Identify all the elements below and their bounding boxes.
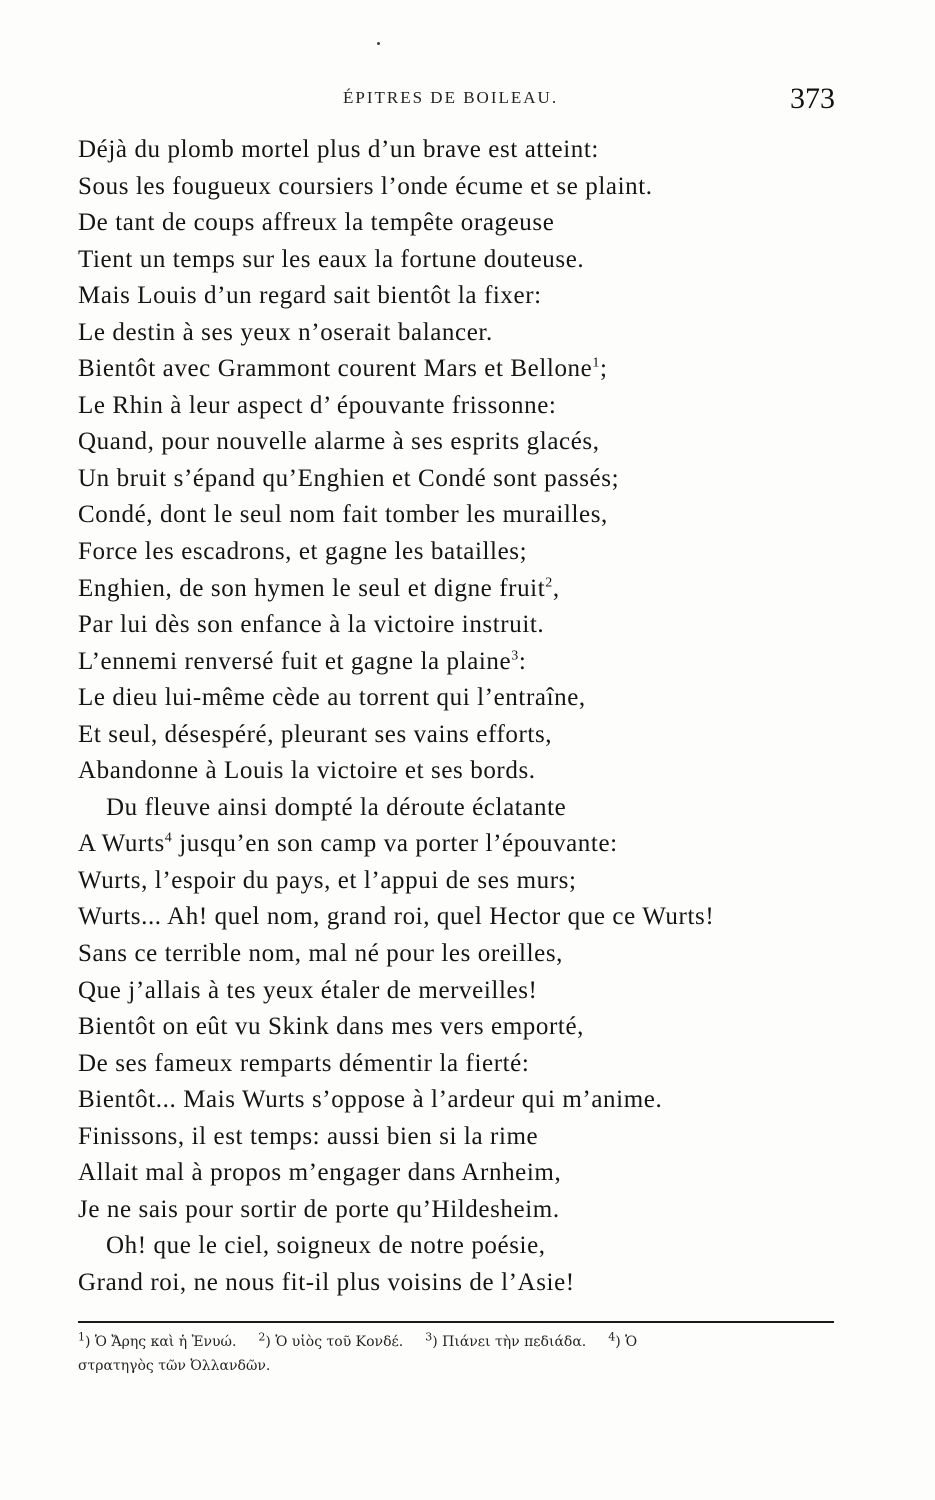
footnote-text: Ὁ — [625, 1334, 638, 1350]
verse-line — [78, 571, 848, 608]
verse-line — [78, 607, 848, 644]
verse-line — [78, 205, 848, 242]
footnote-text: Ὁ υἱὸς τοῦ Κονδέ. — [275, 1334, 404, 1350]
verse-line — [78, 863, 848, 900]
footnote-number: 4 — [608, 1330, 616, 1344]
verse-text: Force les escadrons, et gagne les batailles; — [78, 538, 528, 566]
verse-text: Le Rhin à leur aspect d’ épouvante frissonne: — [78, 391, 557, 419]
page-number: 373 — [790, 82, 835, 115]
verse-line — [78, 1009, 848, 1046]
verse-text: Tient un temps sur les eaux la fortune douteuse. — [78, 245, 585, 273]
verse-text-after-mark: , — [552, 574, 560, 602]
footnote-number: 1 — [78, 1330, 85, 1344]
verse-line — [78, 1192, 848, 1229]
footnote-paren: ) — [265, 1334, 276, 1350]
footnote-paren: ) — [615, 1334, 626, 1350]
verse-line — [78, 278, 848, 315]
verse-line — [78, 1155, 848, 1192]
verse-text: Que j’allais à tes yeux étaler de merveilles! — [78, 976, 538, 1004]
footnote — [78, 1330, 237, 1350]
verse-text: Enghien, de son hymen le seul et digne fruit — [78, 574, 546, 602]
verse-text: Et seul, désespéré, pleurant ses vains efforts, — [78, 720, 553, 748]
running-head — [0, 82, 935, 116]
verse-text: Allait mal à propos m’engager dans Arnheim, — [78, 1159, 562, 1187]
ink-speck — [377, 42, 380, 45]
verse-line — [78, 1082, 848, 1119]
verse-line — [78, 717, 848, 754]
footnote-paren: ) — [85, 1334, 95, 1350]
footnote-line — [78, 1330, 838, 1354]
verse-line — [78, 1265, 848, 1302]
verse-line — [78, 680, 848, 717]
verse-text: Oh! que le ciel, soigneux de notre poésie, — [106, 1232, 546, 1260]
verse-text: De tant de coups affreux la tempête orageuse — [78, 209, 555, 237]
verse-text: A Wurts — [78, 830, 165, 858]
verse-line — [78, 315, 848, 352]
footnote-mark: 4 — [164, 831, 173, 847]
verse-text: Déjà du plomb mortel plus d’un brave est atteint: — [78, 136, 599, 163]
verse-text: Le dieu lui-même cède au torrent qui l’entraîne, — [78, 684, 586, 712]
verse-line — [78, 497, 848, 534]
footnote — [608, 1330, 638, 1350]
verse-text: Du fleuve ainsi dompté la déroute éclatante — [106, 793, 567, 821]
verse-text: Bientôt avec Grammont courent Mars et Bellone — [78, 355, 593, 383]
footnote-text: Ὁ Ἄρης καὶ ἡ Ἐνυώ. — [94, 1334, 237, 1350]
footnote — [425, 1330, 587, 1350]
running-title: ÉPITRES DE BOILEAU. — [343, 88, 559, 107]
verse-text: Un bruit s’épand qu’Enghien et Condé sont passés; — [78, 464, 620, 492]
verse-text: De ses fameux remparts démentir la fierté: — [78, 1049, 530, 1077]
verse-text: Par lui dès son enfance à la victoire instruit. — [78, 611, 545, 639]
verse-text: Bientôt on eût vu Skink dans mes vers emporté, — [78, 1013, 585, 1041]
verse-text: Le destin à ses yeux n’oserait balancer. — [78, 318, 493, 346]
footnotes — [78, 1330, 838, 1378]
verse-text: Condé, dont le seul nom fait tomber les murailles, — [78, 501, 608, 529]
verse-line — [78, 132, 848, 169]
verse-line — [78, 1228, 848, 1265]
verse-text: Sous les fougueux coursiers l’onde écume et se plaint. — [78, 172, 653, 200]
verse-line — [78, 534, 848, 571]
verse-line — [78, 1119, 848, 1156]
footnote-continuation: στρατηγὸς τῶν Ὀλλανδῶν. — [78, 1358, 271, 1374]
footnote-line — [78, 1354, 838, 1378]
verse-text: Quand, pour nouvelle alarme à ses esprits glacés, — [78, 428, 600, 456]
verse-text: Wurts... Ah! quel nom, grand roi, quel Hector que ce Wurts! — [78, 903, 715, 931]
verse-text: Grand roi, ne nous fit-il plus voisins de l’Asie! — [78, 1268, 575, 1296]
verse-text: Bientôt... Mais Wurts s’oppose à l’ardeur qui m’anime. — [78, 1086, 663, 1114]
footnote-number: 2 — [258, 1330, 266, 1344]
footnote-paren: ) — [432, 1334, 443, 1350]
verse-text-after-mark: ; — [599, 355, 608, 383]
verse-text: Mais Louis d’un regard sait bientôt la fixer: — [78, 282, 542, 310]
verse-line — [78, 790, 848, 827]
verse-line — [78, 388, 848, 425]
verse-text: L’ennemi renversé fuit et gagne la plaine — [78, 647, 512, 675]
verse-line — [78, 169, 848, 206]
verse-line — [78, 936, 848, 973]
footnote-mark: 2 — [545, 575, 553, 591]
footnote-rule — [78, 1321, 834, 1323]
footnote-text: Πιάνει τὴν πεδιάδα. — [442, 1334, 587, 1350]
verse-block — [78, 132, 848, 1302]
verse-text-after-mark: : — [518, 647, 527, 675]
verse-line — [78, 1046, 848, 1083]
verse-text: Je ne sais pour sortir de porte qu’Hildesheim. — [78, 1195, 560, 1223]
verse-line — [78, 644, 848, 681]
verse-text: Sans ce terrible nom, mal né pour les oreilles, — [78, 940, 564, 968]
verse-text: Abandonne à Louis la victoire et ses bords. — [78, 757, 536, 785]
verse-text: Finissons, il est temps: aussi bien si la rime — [78, 1122, 539, 1150]
verse-line — [78, 351, 848, 388]
footnote-mark: 1 — [592, 355, 600, 371]
verse-line — [78, 242, 848, 279]
verse-text: Wurts, l’espoir du pays, et l’appui de ses murs; — [78, 866, 577, 894]
verse-line — [78, 753, 848, 790]
footnote-mark: 3 — [511, 648, 519, 664]
verse-line — [78, 461, 848, 498]
verse-line — [78, 899, 848, 936]
footnote-number: 3 — [425, 1330, 433, 1344]
verse-line — [78, 424, 848, 461]
verse-line — [78, 973, 848, 1010]
verse-line — [78, 826, 848, 863]
verse-text-after-mark: jusqu’en son camp va porter l’épouvante: — [172, 830, 618, 858]
footnote — [258, 1330, 404, 1350]
